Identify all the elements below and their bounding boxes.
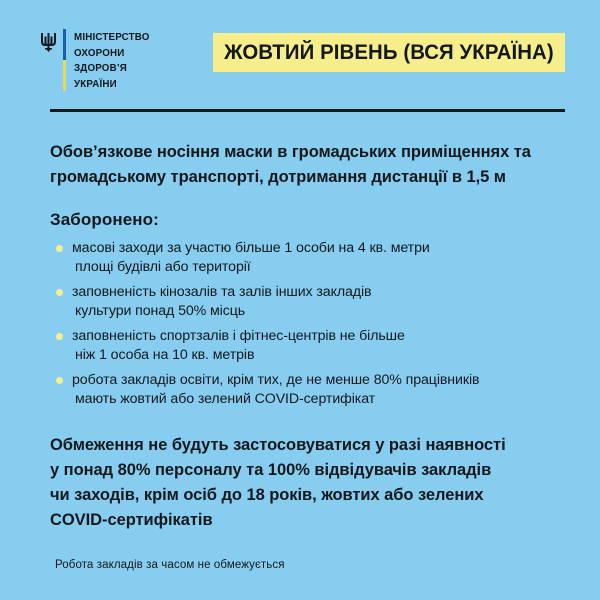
ministry-name-line-1: МІНІСТЕРСТВО bbox=[74, 31, 150, 43]
main-content bbox=[0, 112, 600, 571]
mask-requirement-line-1: Обов’язкове носіння маски в громадських приміщеннях та bbox=[50, 143, 531, 161]
prohibited-item-4-line-1: робота закладів освіти, крім тих, де не менше 80% працівників bbox=[72, 372, 480, 388]
exemption-note-line-4: COVID-сертифікатів bbox=[50, 511, 213, 529]
ministry-name bbox=[74, 29, 155, 92]
ministry-name-line-3: ЗДОРОВ’Я bbox=[74, 62, 127, 74]
ukrainian-trident-icon bbox=[40, 31, 57, 53]
alert-level-banner bbox=[213, 33, 565, 72]
exemption-note-line-1: Обмеження не будуть застосовуватися у разі наявності bbox=[50, 436, 506, 454]
prohibited-item-3-line-1: заповненість спортзалів і фітнес-центрів не більше bbox=[72, 328, 405, 344]
prohibited-list bbox=[0, 239, 600, 409]
list-item bbox=[56, 371, 600, 409]
prohibited-item-1-line-2: площі будівлі або території bbox=[75, 259, 251, 275]
prohibited-heading: Заборонено: bbox=[50, 210, 159, 229]
list-item bbox=[56, 239, 600, 277]
prohibited-item-2-line-2: культури понад 50% місць bbox=[75, 303, 246, 319]
prohibited-item-3-line-2: ніж 1 особа на 10 кв. метрів bbox=[75, 347, 255, 363]
prohibited-item-2-line-1: заповненість кінозалів та залів інших закладів bbox=[72, 284, 372, 300]
prohibited-item-1-line-1: масові заходи за участю більше 1 особи на 4 кв. метри bbox=[72, 240, 430, 256]
exemption-note-line-3: чи заходів, крім осіб до 18 років, жовтих або зелених bbox=[50, 486, 484, 504]
ministry-name-line-4: УКРАЇНИ bbox=[74, 77, 117, 90]
prohibited-item-4-line-2: мають жовтий або зелений COVID-сертифікат bbox=[75, 391, 376, 407]
list-item bbox=[56, 283, 600, 321]
alert-level-title: ЖОВТИЙ РІВЕНЬ (ВСЯ УКРАЇНА) bbox=[224, 40, 554, 64]
ministry-name-line-2: ОХОРОНИ bbox=[74, 46, 125, 59]
mask-distance-requirement bbox=[50, 140, 570, 190]
operating-hours-note: Робота закладів за часом не обмежується bbox=[55, 559, 285, 571]
list-item bbox=[56, 327, 600, 365]
brand-divider-bar bbox=[63, 29, 66, 91]
exemption-note bbox=[50, 433, 575, 533]
exemption-note-line-2: у понад 80% персоналу та 100% відвідувачів закладів bbox=[50, 461, 492, 479]
mask-requirement-line-2: громадському транспорті, дотримання дистанції в 1,5 м bbox=[50, 168, 506, 186]
ministry-brand bbox=[40, 29, 155, 95]
page-header bbox=[0, 0, 600, 112]
